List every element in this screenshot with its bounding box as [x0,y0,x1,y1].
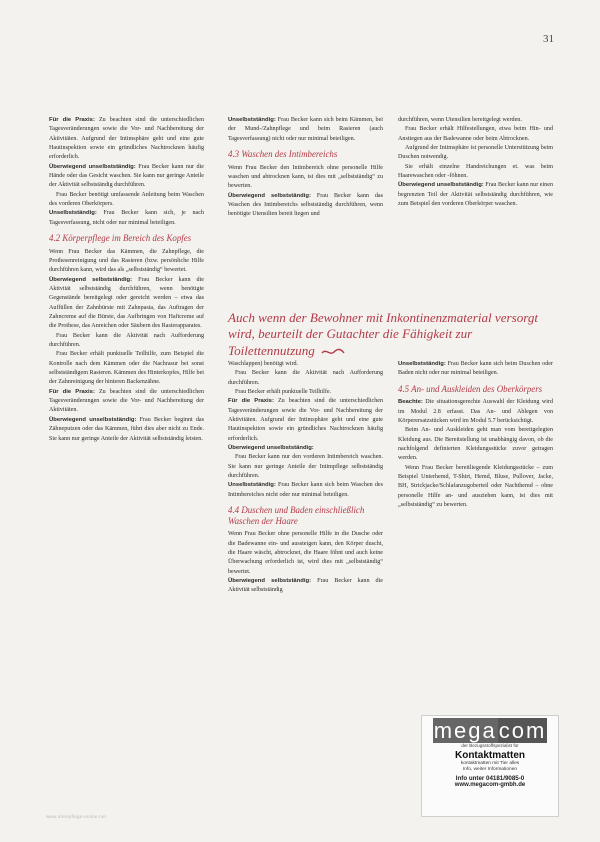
section-heading-4-5: 4.5 An- und Auskleiden des Oberkörpers [398,383,543,394]
ad-line-1: kontaktmatten mit Tier alles [460,761,520,766]
paragraph-heading: Überwiegend selbstständig: [228,577,312,584]
paragraph-heading: Überwiegend selbstständig: [228,192,311,199]
paragraph [228,369,383,388]
paragraph-text: Frau Becker benötigt umfassende Anleitung beim Waschen des vorderen Oberkörpers. [49,191,204,208]
paragraph [398,181,553,209]
paragraph [228,360,383,369]
paragraph-label: Für die Praxis: [49,388,95,395]
paragraph [49,191,204,210]
paragraph-heading: Überwiegend unselbstständig: [228,445,314,452]
paragraph [49,276,204,332]
paragraph-heading: Unselbstständig: [49,210,97,217]
paragraph-text: Frau Becker kann sich beim Duschen oder Baden nicht oder nur minimal beteiligen. [398,361,553,377]
paragraph [398,163,553,182]
paragraph-text: Zu beachten sind die unterschiedlichen Tagesveränderungen sowie die Vor- und Nachbereitung der Aktivitäten. [49,388,205,414]
page-number: 31 [543,33,554,45]
ad-title: Kontaktmatten [454,750,525,761]
megacom-logo [422,720,558,742]
paragraph [398,398,553,426]
paragraph-label: Beachte: [398,399,423,406]
col2-end-block [228,530,383,595]
section-heading-4-2: 4.2 Körperpflege im Bereich des Kopfes [49,233,192,244]
paragraph [49,416,204,444]
col1-bottom-block [49,248,204,444]
paragraph [49,163,204,191]
paragraph-text: Die situationsgerechte Auswahl der Kleidung wird im Modul 2.8 erfasst. Das An- und Ablegen von Körperersatzstücken wird im Modul 5.7 berücksichtigt. [398,399,553,424]
pull-quote [228,310,554,359]
paragraph-text: Aufgrund der Intimsphäre ist personelle Unterstützung beim Duschen notwendig. [398,145,553,161]
paragraph-text: Frau Becker kann sich beim Kämmen, bei der Mund-/Zahnpflege und beim Rasieren (auch Tagesverfassung) nicht oder nur minimal beteiligen. [228,117,383,142]
logo-part-b: com [498,718,547,743]
logo-part-a: mega [433,718,497,743]
paragraph [49,350,204,387]
paragraph-text: Frau Becker kann das Waschen des Intimbereichs selbstständig durchführen, wenn benötigte Utensilien bereit liegen und [228,192,383,218]
advertisement-megacom[interactable] [421,715,559,817]
paragraph [228,116,383,144]
paragraph-text: Frau Becker erhält punktuelle Teilhilfe, zum Beispiel die Kontrolle nach dem Kämmen oder die Nachrasur bei sonst selbstständigem Rasieren. Kämmen des Hinterkopfes, Hilfe bei der Zahnreinigung der hinteren Backenzähne. [49,351,204,386]
paragraph [398,116,553,125]
paragraph-text: Frau Becker kann die Aktivität selbstständig [228,577,384,594]
ad-line-2: Info, weiter Informationen [462,767,518,772]
column-2-upper [228,116,383,220]
paragraph [228,577,383,596]
paragraph-label: Für die Praxis: [228,398,274,405]
column-3-lower [398,360,553,510]
paragraph-text: Frau Becker erhält punktuelle Teilhilfe. [235,389,332,396]
paragraph-label: Für die Praxis: [49,117,95,123]
footer-url: www.altenpflege-online.net [46,814,107,819]
paragraph-heading: Überwiegend unselbstständig: [49,163,136,170]
paragraph-text: Frau Becker kann nur die Hände oder das Gesicht waschen. Sie kann nur geringe Anteile der Aktivität selbstständig durchführen. [49,163,204,189]
paragraph-heading: Unselbstständig: [228,482,276,489]
paragraph [398,125,553,144]
paragraph [228,444,383,453]
paragraph [398,144,553,163]
col3-end-block [398,398,553,510]
paragraph-text: durchführen, wenn Utensilien bereitgelegt werden. [398,117,522,123]
section-heading-4-3: 4.3 Waschen des Intimbereichs [228,149,338,160]
paragraph [398,360,553,379]
paragraph [228,397,383,444]
paragraph-text: Zu beachten sind die unterschiedlichen Tagesveränderungen sowie die Vor- und Nachbereitung der Aktivitäten. Aufgrund der Intimsphäre geht und eine gute Hautinspektion sowie ein gründliches Nachtrocknen häufig erforderlich. [49,117,205,161]
paragraph-text: Sie erhält einzelne Handreichungen et. was beim Haarewaschen oder -föhnen. [398,163,553,180]
paragraph-text: Wenn Frau Becker bereitliegende Kleidungsstücke – zum Beispiel Unterhemd, T-Shirt, Hemd, Bluse, Pullover, Jacke, BH, Strickjacke/Schlafanzugoberteil oder Nachthemd – ohne personelle Hilfe an- und ausziehen kann, ist dies mit „selbstständig“ zu bewerten. [398,464,553,508]
section-heading-4-4: 4.4 Duschen und Baden einschließlich Waschen der Haare [228,505,365,526]
paragraph-text: Frau Becker kann sich beim Waschen des Intimbereiches nicht oder nur minimal beteiligen. [228,482,383,498]
paragraph [49,388,204,416]
paragraph [49,248,204,276]
paragraph-text: Wenn Frau Becker den Intimbereich ohne personelle Hilfe waschen und abtrocknen kann, ist dies mit „selbstständig“ zu bewerten. [228,164,383,190]
paragraph [228,481,383,500]
paragraph [49,209,204,228]
paragraph-text: Zu beachten sind die unterschiedlichen Tagesveränderungen sowie die Vor- und Nachbereitung der Aktivitäten. Aufgrund der Intimsphäre geht und eine gute Hautinspektion sowie ein gründliches Nachtrocknen häufig erforderlich. [228,398,384,442]
paragraph [49,116,204,163]
paragraph-text: Frau Becker beginnt das Zähneputzen oder das Kämmen, führt dies aber nicht zu Ende. Sie kann nur geringe Anteile der Aktivität selbstständig leisten. [49,416,204,442]
paragraph-text: Frau Becker kann nur den vorderen Intimbereich waschen. Sie kann nur geringe Anteile der Intimpflege selbstständig durchführen. [228,454,383,480]
paragraph [398,464,553,511]
paragraph-text: Frau Becker kann die Aktivität nach Aufforderung durchführen. [49,332,204,349]
ad-url-link[interactable]: www.megacom-gmbh.de [454,782,526,788]
column-3-upper [398,116,553,209]
paragraph-heading: Unselbstständig: [398,361,446,367]
paragraph-heading: Überwiegend unselbstständig: [398,182,484,189]
paragraph-text: Frau Becker erhält Hilfestellungen, etwa beim Hin- und Anstiegen aus der Badewanne oder beim Abtrocknen. [398,126,553,142]
paragraph-text: Frau Becker kann die Aktivität selbstständig durchführen, wenn benötigte Gegenstände bereitgelegt oder gereicht werden – etwa das Auffüllen der Zahnbürste mit Zahnpasta, das Auftragen der Zahncreme auf die Bürste, das Aufbringen von Haftcreme auf die Prothese, das Anreichen oder Säubern des Rasierapparates. [49,276,205,330]
col2-bottom-block [228,360,383,500]
paragraph [228,530,383,577]
column-1 [49,116,204,444]
col1-top-block [49,116,204,228]
paragraph [228,164,383,192]
col2-top-block [228,116,383,144]
paragraph-text: Wenn Frau Becker ohne personelle Hilfe in die Dusche oder die Badewanne ein- und aussteigen kann, den Körper duscht, die Haare wäscht, abtrocknet, die Haare föhnt und auch keine Überwachung erforderlich ist, wird dies mit „selbstständig“ bewertet. [228,531,383,575]
pull-quote-text: Auch wenn der Bewohner mit Inkontinenzmaterial versorgt wird, beurteilt der Gutachter die Fähigkeit zur Toilettennutzung [228,310,539,358]
ad-tagline: der Bezugsstoffspezialist für [461,743,519,748]
column-2-lower [228,360,383,596]
paragraph [49,332,204,351]
paragraph [228,388,383,397]
paragraph-text: Frau Becker kann nur einen begrenzten Teil der Aktivität selbstständig durchführen, wie zum Beispiel den vorderen Oberkörper waschen. [398,182,553,208]
paragraph-heading: Überwiegend unselbstständig: [49,416,137,423]
col3-bottom-block [398,360,553,379]
paragraph-heading: Überwiegend selbstständig: [49,276,133,283]
paragraph-text: Wenn Frau Becker das Kämmen, die Zahnpflege, die Prothesenreinigung und das Rasieren (bzw. persönliche Hilfe durchführen kann, wird das als „selbstständig“ bewertet. [49,248,204,274]
paragraph-heading: Unselbstständig: [228,117,276,123]
ad-phone: Info unter 04181/9085-0 [455,775,525,782]
paragraph [398,426,553,463]
paragraph-text: Beim An- und Auskleiden geht man vom bereitgelegten Kleidung aus. Die Bereitstellung ist unabhängig davon, ob die nachfolgend definierten Kleidungsstücke zuvor getragen werden. [398,427,553,462]
paragraph-text: Frau Becker kann die Aktivität nach Aufforderung durchführen. [228,370,383,386]
col2-mid-block [228,164,383,220]
paragraph-text: Frau Becker kann sich, je nach Tagesverfassung, nicht oder nur minimal beteiligen. [49,210,204,226]
paragraph [228,453,383,481]
paragraph-text: Waschlappen) benötigt wird. [228,361,299,367]
col3-top-block [398,116,553,209]
swirl-ornament-icon [321,348,345,356]
paragraph [228,192,383,220]
